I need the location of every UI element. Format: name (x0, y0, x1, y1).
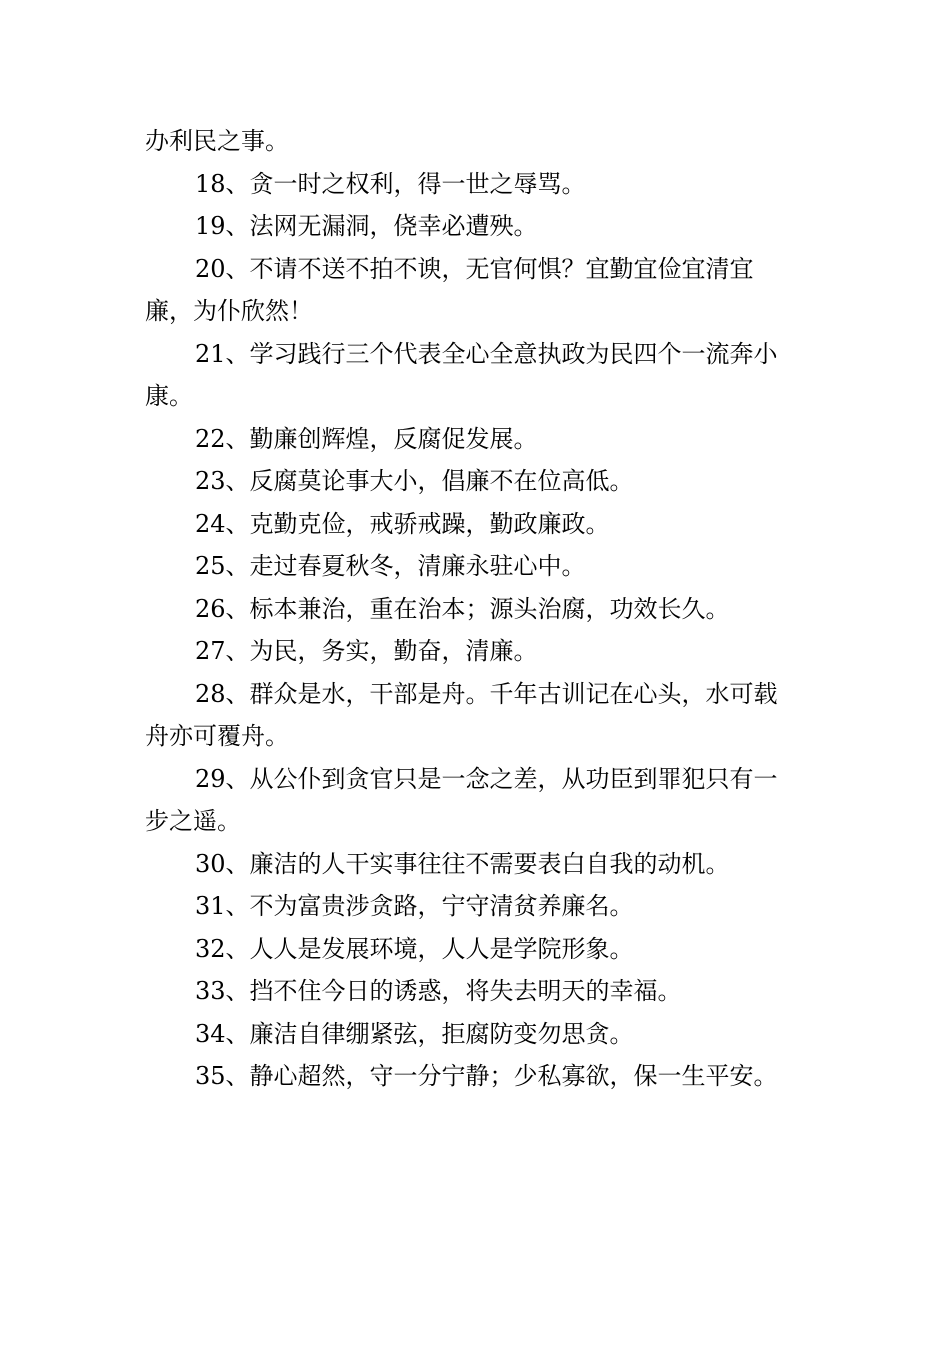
paragraph-item-30: 30、廉洁的人干实事往往不需要表白自我的动机。 (195, 849, 730, 878)
paragraph-item-29: 29、从公仆到贪官只是一念之差，从功臣到罪犯只有一步之遥。 (145, 764, 778, 835)
paragraph-item-22: 22、勤廉创辉煌，反腐促发展。 (195, 424, 538, 453)
paragraph-item-18: 18、贪一时之权利，得一世之辱骂。 (195, 169, 586, 198)
paragraph-item-28: 28、群众是水，干部是舟。千年古训记在心头，水可载舟亦可覆舟。 (145, 679, 778, 750)
paragraph-item-34: 34、廉洁自律绷紧弦，拒腐防变勿思贪。 (195, 1019, 634, 1048)
paragraph-item-26: 26、标本兼治，重在治本；源头治腐，功效长久。 (195, 594, 730, 623)
paragraph-item-31: 31、不为富贵涉贪路，宁守清贫养廉名。 (195, 892, 634, 920)
paragraph-item-35: 35、静心超然，守一分宁静；少私寡欲，保一生平安。 (195, 1062, 778, 1090)
paragraph-continuation: 办利民之事。 (145, 127, 289, 155)
document-body (145, 120, 793, 1098)
paragraph-item-33: 33、挡不住今日的诱惑，将失去明天的幸福。 (195, 977, 682, 1005)
paragraph-item-32: 32、人人是发展环境，人人是学院形象。 (195, 934, 634, 963)
paragraph-item-21: 21、学习践行三个代表全心全意执政为民四个一流奔小康。 (145, 339, 778, 410)
paragraph-item-23: 23、反腐莫论事大小，倡廉不在位高低。 (195, 467, 634, 495)
paragraph-item-24: 24、克勤克俭，戒骄戒躁，勤政廉政。 (195, 509, 610, 538)
paragraph-item-25: 25、走过春夏秋冬，清廉永驻心中。 (195, 552, 586, 580)
paragraph-item-27: 27、为民，务实，勤奋，清廉。 (195, 637, 538, 665)
paragraph-item-20: 20、不请不送不拍不谀，无官何惧？宜勤宜俭宜清宜廉，为仆欣然！ (145, 254, 754, 325)
paragraph-item-19: 19、法网无漏洞，侥幸必遭殃。 (195, 212, 538, 240)
